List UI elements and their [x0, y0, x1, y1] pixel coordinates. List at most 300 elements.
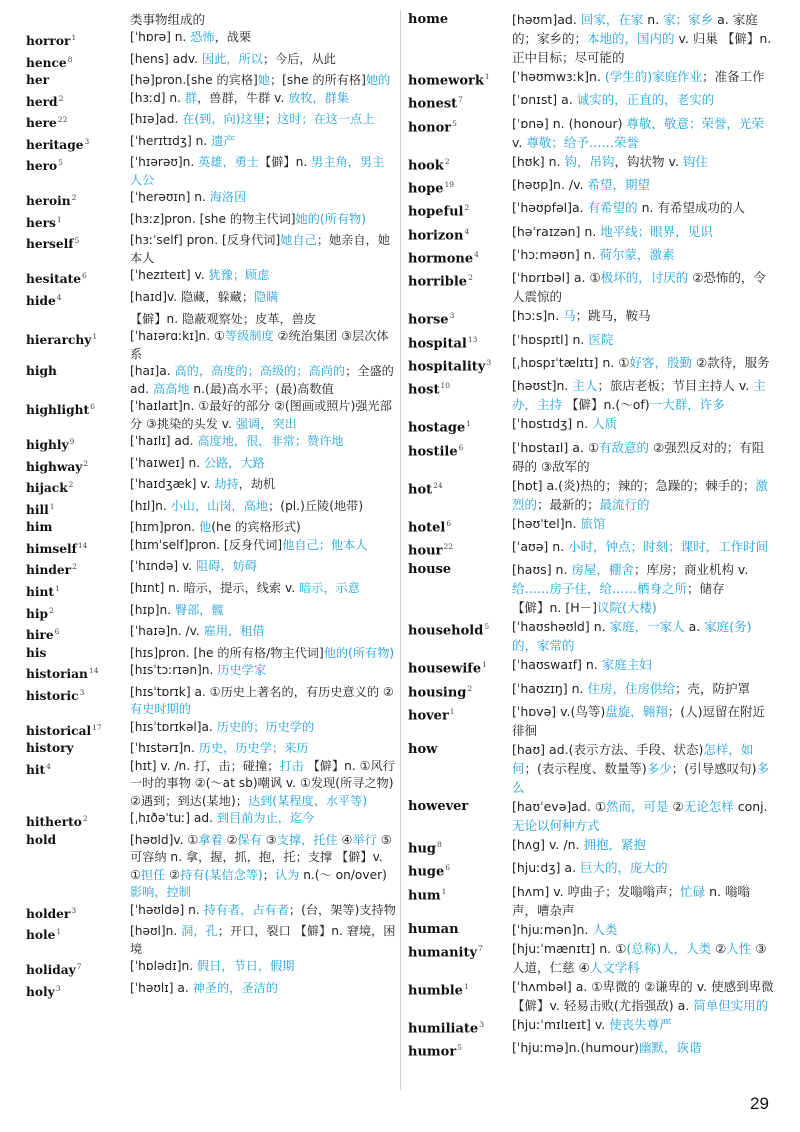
headword-text: humiliate: [408, 1020, 479, 1036]
definition-text: a.: [684, 619, 705, 635]
definition-text: ；开口，裂口 【僻】n. 窘境，困境: [130, 924, 396, 956]
highlighted-meaning: 英雄，勇士: [198, 155, 260, 170]
definition-text: [ˈɒnə] n. (honour): [512, 115, 627, 131]
highlighted-meaning: 劫持: [214, 477, 239, 492]
dictionary-entry: [26, 363, 396, 398]
headword-text: hijack: [26, 481, 68, 496]
right-column: [408, 10, 774, 1061]
headword: [408, 10, 512, 29]
highlighted-meaning: 举行: [352, 832, 377, 847]
headword: [408, 858, 512, 881]
definition-text: ④: [337, 832, 353, 847]
highlighted-meaning: 旅馆: [580, 515, 606, 531]
definition-text: ；今后，从此: [262, 51, 336, 66]
highlighted-meaning: 钩，吊钩: [564, 153, 615, 169]
definition-text: [həʊld]v. ①: [130, 832, 199, 847]
definition: [130, 684, 396, 719]
highlighted-meaning: 地平线；眼界，见识: [600, 223, 713, 239]
definition: [512, 977, 774, 1015]
headword-text: hers: [26, 215, 56, 230]
frequency-count: 2: [464, 203, 470, 213]
definition-text: [hɜːz]pron. [she 的物主代词]: [130, 211, 296, 226]
frequency-count: 4: [46, 761, 51, 771]
headword: [26, 902, 130, 924]
highlighted-meaning: 诚实的，正直的，老实的: [576, 92, 715, 108]
definition-text: ；(表示程度、数量等): [524, 760, 647, 776]
dictionary-entry: [408, 10, 774, 67]
highlighted-meaning: 医院: [588, 331, 614, 347]
definition-text: [ˈhaʊzɪŋ] n.: [512, 680, 588, 696]
definition: [512, 679, 774, 698]
headword: [26, 923, 130, 945]
definition-text: [ˈhaɪə]n. /v.: [130, 624, 204, 639]
definition-text: [hɜːˈself] pron. [反身代词]: [130, 233, 281, 248]
frequency-count: 6: [82, 271, 87, 281]
definition: [512, 617, 774, 655]
highlighted-meaning: 有敌意的: [599, 439, 650, 455]
definition-text: 【僻】n.: [259, 155, 312, 170]
headword-text: hence: [26, 55, 67, 70]
definition: [130, 719, 396, 737]
dictionary-entry: [408, 152, 774, 175]
definition-text: [hɪm]pron.: [130, 520, 200, 535]
definition-text: n. 嗡嗡声，嘈杂声: [512, 883, 750, 918]
highlighted-meaning: 家庭主妇: [601, 657, 652, 673]
highlighted-meaning: 打击: [279, 758, 304, 773]
headword-text: humble: [408, 982, 463, 998]
highlighted-meaning: 历史的；历史学的: [216, 719, 315, 734]
definition-text: [hɜːd] n.: [130, 90, 185, 105]
headword-text: hospitality: [408, 359, 486, 375]
frequency-count: 2: [68, 480, 74, 490]
definition: [512, 920, 774, 939]
highlighted-meaning: 暗示，示意: [299, 580, 360, 595]
headword: [26, 519, 130, 537]
highlighted-meaning: 然而，可是: [606, 798, 669, 814]
definition: [512, 175, 774, 194]
dictionary-entry: [26, 758, 396, 811]
definition: [130, 154, 396, 189]
headword: [26, 810, 130, 832]
definition-text: ；: [264, 112, 278, 127]
dictionary-entry: [408, 1015, 774, 1038]
dictionary-entry: [408, 740, 774, 797]
definition-text: ；(人)逗留在附近徘徊: [512, 703, 766, 738]
highlighted-meaning: 犹豫；顾虑: [208, 268, 270, 283]
highlighted-meaning: 持有(某信念等): [180, 867, 263, 882]
dictionary-entry: [26, 645, 396, 663]
definition: [130, 267, 396, 285]
highlighted-meaning: 历史学家: [217, 663, 267, 678]
definition: [130, 51, 396, 69]
definition: [512, 353, 774, 372]
dictionary-entry: [408, 835, 774, 858]
definition-text: 【僻】n. 隐蔽观察处；皮革，兽皮: [130, 311, 317, 326]
highlighted-meaning: 神圣的，圣洁的: [192, 980, 278, 995]
definition: [130, 623, 396, 641]
frequency-count: 4: [464, 226, 470, 236]
frequency-count: 13: [467, 334, 478, 344]
headword: [26, 580, 130, 602]
dictionary-entry: [408, 560, 774, 598]
highlighted-meaning: 他: [199, 520, 212, 535]
dictionary-entry: [26, 311, 396, 329]
highlighted-meaning: 她的: [365, 73, 391, 88]
dictionary-entry: [408, 514, 774, 537]
definition-text: ②: [711, 940, 727, 956]
headword-text: horizon: [408, 227, 464, 243]
headword: [26, 455, 130, 477]
definition-text: ，钩状物 v.: [614, 153, 683, 169]
definition-text: [haʊs] n.: [512, 562, 572, 578]
dictionary-entry: [408, 306, 774, 329]
frequency-count: 2: [58, 93, 64, 103]
headword: [26, 719, 130, 741]
definition-text: [hjuːdʒ] a.: [512, 860, 581, 876]
definition-text: [hʌg] v. /n.: [512, 836, 584, 852]
headword: [26, 476, 130, 498]
definition-text: [ˈhɒlədɪ]n.: [130, 959, 197, 974]
headword: [26, 267, 130, 289]
dictionary-entry: [26, 832, 396, 902]
highlighted-meaning: 持有者，占有者: [203, 902, 289, 917]
definition: [130, 519, 396, 537]
headword: [408, 245, 512, 268]
definition-text: ②强烈反对的；有阻碍的 ③敌军的: [512, 439, 765, 474]
definition: [512, 376, 774, 414]
definition: [512, 67, 774, 86]
definition-text: [həˈraɪzən] n.: [512, 223, 601, 239]
frequency-count: 8: [437, 839, 442, 849]
definition: [130, 455, 396, 473]
highlighted-meaning: 一大群，许多: [649, 397, 725, 413]
frequency-count: 6: [90, 402, 95, 412]
definition-text: [haʊ] ad.(表示方法、手段、状态): [512, 741, 704, 757]
definition: [130, 580, 396, 598]
headword: [408, 67, 512, 90]
highlighted-meaning: 等级制度: [224, 329, 274, 344]
highlighted-meaning: 达到(某程度、水平等): [247, 793, 368, 808]
definition-text: [hʊk] n.: [512, 153, 565, 169]
definition-text: ②统治集团 ③层次体系: [130, 329, 389, 361]
headword-text: high: [26, 364, 57, 379]
headword-text: huge: [408, 864, 445, 880]
definition-text: [hɪnt] n. 暗示，提示，线索 v.: [130, 580, 299, 595]
headword-text: hierarchy: [26, 333, 92, 348]
frequency-count: 1: [92, 332, 98, 342]
definition-text: [ˈhɔːməʊn] n.: [512, 246, 600, 262]
frequency-count: 1: [484, 72, 490, 81]
headword: [26, 211, 130, 233]
definition: [512, 438, 774, 476]
highlighted-meaning: (总称)人，人类: [626, 940, 712, 956]
headword-text: horse: [408, 312, 449, 328]
definition-text: ；(引导感叹句): [671, 760, 757, 776]
headword: [26, 662, 130, 684]
headword-text: honest: [408, 96, 458, 112]
dictionary-entry: [26, 476, 396, 498]
headword: [408, 152, 512, 175]
definition: [130, 810, 396, 828]
definition: [512, 702, 774, 740]
frequency-count: 1: [441, 886, 447, 896]
highlighted-meaning: 主人: [572, 378, 598, 394]
dictionary-entry: [26, 602, 396, 624]
definition-text: ；她亲自，她本人: [130, 233, 390, 265]
definition: [130, 433, 396, 451]
headword: [26, 289, 130, 311]
definition: [512, 655, 774, 674]
headword-text: him: [26, 520, 53, 535]
definition-text: ②: [668, 798, 684, 814]
dictionary-entry: [26, 189, 396, 211]
headword-text: hesitate: [26, 272, 82, 287]
dictionary-entry: [408, 702, 774, 740]
definition-text: [ˈhaɪlaɪt]n. ①最好的部分 ②(图画或照片)强光部分 ③挑染的头发 v.: [130, 399, 392, 431]
headword-text: hopeful: [408, 204, 464, 220]
definition-text: [ˈhɒrɪbəl] a. ①: [512, 270, 601, 286]
dictionary-entry: [408, 977, 774, 1015]
definition: [512, 560, 774, 598]
definition: [512, 537, 774, 556]
frequency-count: 1: [49, 501, 55, 511]
definition: [130, 758, 396, 811]
dictionary-entry: [408, 353, 774, 376]
frequency-count: 2: [83, 458, 89, 468]
definition-text: 【僻】n. ①风行一时的事物 ②(～at sb)嘲讽 v. ①发现(所寻之物) ②遇到；到达(某地)；: [130, 758, 395, 808]
headword-text: historian: [26, 667, 88, 682]
headword-text: hostile: [408, 443, 458, 459]
highlighted-meaning: 历史，历史学；来历: [198, 741, 309, 756]
highlighted-meaning: 荷尔蒙，激素: [599, 246, 675, 262]
headword: [26, 758, 130, 780]
definition-text: ②: [165, 867, 181, 882]
headword: [408, 90, 512, 113]
definition-text: ；壳，防护罩: [674, 680, 750, 696]
definition-text: [hɪp]n.: [130, 602, 175, 617]
frequency-count: 1: [71, 33, 77, 42]
highlighted-meaning: 回家，在家: [580, 12, 644, 27]
frequency-count: 7: [458, 95, 463, 105]
dictionary-entry: [408, 1038, 774, 1061]
headword-text: his: [26, 645, 47, 660]
headword-text: hole: [26, 928, 56, 943]
headword-text: hire: [26, 628, 54, 643]
definition-text: [haʊˈevə]ad. ①: [512, 798, 607, 814]
dictionary-entry: [408, 679, 774, 702]
headword-text: human: [408, 921, 459, 937]
highlighted-meaning: 隐瞒: [254, 290, 279, 304]
headword-text: holiday: [26, 963, 76, 978]
dictionary-entry: [26, 740, 396, 758]
definition-text: [ˌhɒspɪˈtælɪtɪ] n. ①: [512, 354, 630, 370]
frequency-count: 3: [479, 1019, 484, 1029]
headword-text: hour: [408, 543, 443, 559]
headword-text: highway: [26, 459, 83, 474]
headword-text: housewife: [408, 661, 482, 677]
highlighted-meaning: 激烈的: [512, 477, 768, 512]
dictionary-entry: [26, 289, 396, 311]
frequency-count: 7: [478, 943, 483, 953]
continuation-text: 类事物组成的: [130, 12, 206, 27]
left-entry-list: [26, 29, 396, 1002]
headword-text: himself: [26, 541, 77, 556]
headword-text: humanity: [408, 944, 478, 960]
definition-text: ；库房；商业机构 v.: [633, 562, 749, 578]
definition: [512, 835, 774, 854]
definition: [130, 72, 396, 90]
frequency-count: 1: [54, 583, 60, 593]
headword: [26, 958, 130, 980]
definition-text: ②恐怖的，令人震惊的: [512, 270, 766, 305]
headword: [26, 72, 130, 90]
column-divider: [400, 10, 401, 1090]
headword-text: homework: [408, 73, 484, 89]
headword: [408, 797, 512, 816]
definition-text: n.(最)高水平；(最)高数值: [189, 381, 334, 396]
headword: [26, 90, 130, 112]
highlighted-meaning: 拿着: [198, 832, 223, 847]
headword: [408, 1015, 512, 1038]
definition-text: [hjuːˈmɪlɪeɪt] v.: [512, 1016, 610, 1032]
highlighted-meaning: 极坏的，讨厌的: [600, 270, 689, 286]
headword-text: hide: [26, 294, 56, 309]
headword-text: horror: [26, 34, 71, 49]
definition-text: [ˌhɪðəˈtuː] ad.: [130, 811, 217, 826]
definition: [512, 198, 774, 217]
highlighted-meaning: 强调，突出: [235, 416, 297, 431]
frequency-count: 3: [79, 687, 85, 697]
definition: [130, 133, 396, 151]
headword: [408, 835, 512, 858]
definition: [130, 980, 396, 998]
headword-text: house: [408, 562, 452, 578]
dictionary-entry: [408, 858, 774, 881]
definition-text: n.(～ on/over): [299, 867, 387, 882]
dictionary-entry: [26, 232, 396, 267]
highlighted-meaning: 高的，高度的；高级的；高尚的: [174, 364, 346, 379]
frequency-count: 1: [56, 927, 62, 937]
dictionary-entry: [26, 558, 396, 580]
definition: [130, 662, 396, 680]
headword-text: historic: [26, 688, 79, 703]
highlighted-meaning: 在(到，向)这里: [182, 112, 265, 127]
highlighted-meaning: (学生的)家庭作业: [604, 69, 703, 84]
headword-text: herd: [26, 94, 58, 109]
definition: [130, 537, 396, 555]
definition-text: [hens] adv.: [130, 51, 202, 66]
highlighted-meaning: 假日，节日，假期: [196, 959, 295, 974]
headword: [408, 740, 512, 759]
definition-text: ，战栗: [214, 30, 252, 44]
highlighted-meaning: 怎样，如何: [512, 741, 754, 776]
dictionary-entry: [26, 623, 396, 645]
definition: [512, 152, 774, 171]
definition-text: [haɪd]v. 隐藏，躲藏；: [130, 290, 255, 304]
headword: [408, 655, 512, 678]
definition: [130, 832, 396, 902]
frequency-count: 6: [458, 442, 464, 452]
definition: [512, 245, 774, 264]
highlighted-meaning: 无论怎样: [683, 798, 734, 814]
definition-text: [həʊl]n.: [130, 924, 182, 939]
frequency-count: 22: [57, 115, 68, 125]
highlighted-meaning: 他自己；他本人: [282, 537, 368, 552]
highlighted-meaning: 希望，期望: [587, 176, 650, 192]
headword: [408, 222, 512, 245]
definition-text: n. 有希望成功的人: [637, 200, 745, 216]
headword-text: hint: [26, 585, 54, 599]
definition: [130, 90, 396, 108]
definition: [130, 923, 396, 958]
definition-text: [ˈherəʊɪn] n.: [130, 190, 210, 205]
headword-text: honor: [408, 119, 452, 135]
frequency-count: 24: [433, 480, 443, 490]
frequency-count: 14: [77, 540, 88, 550]
definition-text: [haɪ]a.: [130, 364, 175, 379]
highlighted-meaning: 本地的，国内的: [587, 31, 675, 46]
definition-text: ；全盛的 ad.: [130, 364, 394, 396]
definition: [130, 189, 396, 207]
highlighted-meaning: 有希望的: [587, 200, 638, 216]
dictionary-entry: [408, 330, 774, 353]
headword-text: hit: [26, 762, 46, 777]
highlighted-meaning: 洞，孔: [181, 924, 218, 939]
headword: [26, 602, 130, 624]
headword: [26, 645, 130, 663]
headword-text: herself: [26, 237, 74, 252]
frequency-count: 9: [69, 437, 75, 447]
highlighted-meaning: 人文学科: [589, 959, 640, 975]
highlighted-meaning: 公路，大路: [203, 455, 265, 470]
highlighted-meaning: 钩住: [682, 153, 708, 169]
headword-text: hostage: [408, 420, 466, 436]
frequency-count: 3: [84, 136, 90, 146]
definition-text: [ˈhəʊlɪ] a.: [130, 980, 193, 995]
highlighted-meaning: 恐怖: [190, 30, 215, 44]
definition-text: [həʊˈtel]n.: [512, 515, 581, 531]
frequency-count: 3: [486, 357, 492, 367]
frequency-count: 1: [482, 660, 487, 670]
headword-text: hip: [26, 606, 49, 621]
highlighted-meaning: 遗产: [211, 133, 236, 148]
highlighted-meaning: 因此，所以: [201, 51, 263, 66]
highlighted-meaning: 群: [184, 90, 198, 105]
headword: [408, 175, 512, 198]
definition-text: [həʊst]n.: [512, 378, 573, 394]
highlighted-meaning: 支撑，托住: [276, 832, 338, 847]
highlighted-meaning: 臀部，髋: [174, 602, 224, 617]
definition-text: [ˈhəʊmwɜːk]n.: [512, 69, 605, 84]
highlighted-meaning: 有史时期的: [130, 702, 191, 717]
headword: [26, 623, 130, 645]
dictionary-entry: [26, 90, 396, 112]
headword-text: hill: [26, 502, 49, 517]
headword: [26, 189, 130, 211]
definition: [512, 939, 774, 977]
definition: [130, 111, 396, 129]
definition-text: [ˈhɒrə] n.: [130, 30, 191, 44]
definition-text: [hjuːˈmænɪtɪ] n. ①: [512, 940, 627, 956]
dictionary-entry: [408, 90, 774, 113]
definition-text: [hɪmˈself]pron. [反身代词]: [130, 537, 283, 552]
definition-text: v. 归巢 【僻】n. 正中目标；尽可能的: [512, 31, 772, 65]
highlighted-meaning: 拥抱，紧抱: [583, 836, 646, 852]
frequency-count: 1: [466, 419, 472, 429]
headword: [408, 376, 512, 399]
definition: [130, 498, 396, 516]
headword: [408, 198, 512, 221]
